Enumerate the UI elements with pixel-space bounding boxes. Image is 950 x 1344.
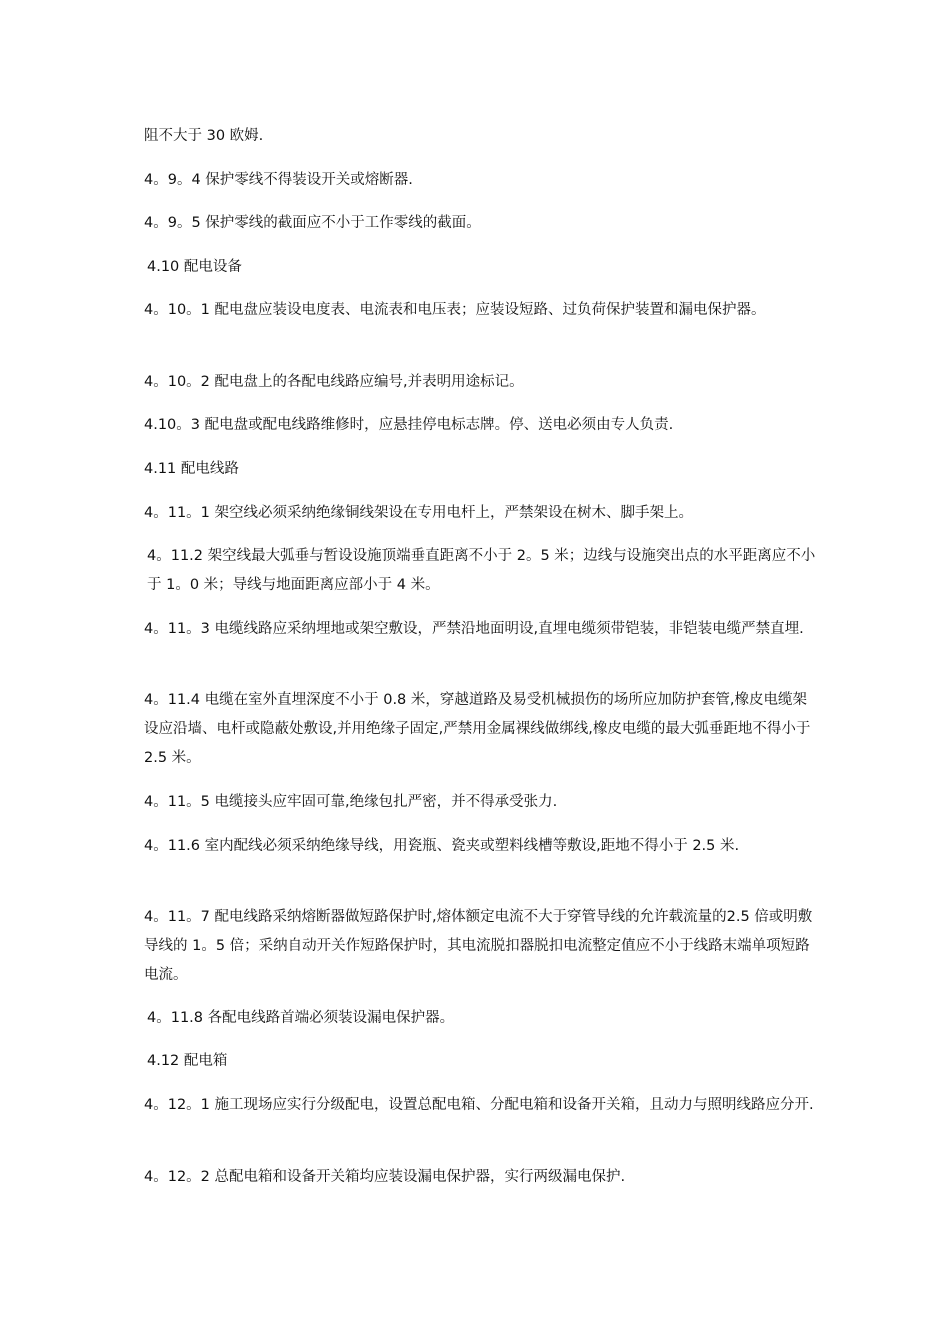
paragraph-4-10-1: 4。10。1 配电盘应装设电度表、电流表和电压表；应装设短路、过负荷保护装置和漏电保护器。 — [144, 302, 766, 318]
paragraph-4-11-6: 4。11.6 室内配线必须采纳绝缘导线，用瓷瓶、瓷夹或塑料线槽等敷设,距地不得小于 2.5 米. — [144, 838, 740, 854]
paragraph-4-9-5: 4。9。5 保护零线的截面应不小于工作零线的截面。 — [144, 215, 481, 231]
paragraph-4-12-2: 4。12。2 总配电箱和设备开关箱均应装设漏电保护器，实行两级漏电保护. — [144, 1169, 626, 1185]
paragraph-resistance: 阻不大于 30 欧姆. — [144, 128, 264, 144]
paragraph-4-11-1: 4。11。1 架空线必须采纳绝缘铜线架设在专用电杆上，严禁架设在树木、脚手架上。 — [144, 505, 694, 521]
paragraph-4-11-7: 4。11。7 配电线路采纳熔断器做短路保护时,熔体额定电流不大于穿管导线的允许载流量的2.5 倍或明敷导线的 1。5 倍；采纳自动开关作短路保护时，其电流脱扣器脱扣电流整定值应不小于线路末端单项短路电流。 — [144, 909, 813, 983]
section-heading-4-11: 4.11 配电线路 — [144, 461, 239, 477]
paragraph-4-9-4: 4。9。4 保护零线不得装设开关或熔断器. — [144, 172, 413, 188]
section-heading-4-12: 4.12 配电箱 — [147, 1053, 228, 1069]
paragraph-4-11-4: 4。11.4 电缆在室外直埋深度不小于 0.8 米，穿越道路及易受机械损伤的场所应加防护套管,橡皮电缆架设应沿墙、电杆或隐蔽处敷设,并用绝缘子固定,严禁用金属裸线做绑线,橡皮电缆的最大弧垂距地不得小于 2.5 米。 — [144, 692, 811, 766]
paragraph-4-11-3: 4。11。3 电缆线路应采纳埋地或架空敷设，严禁沿地面明设,直埋电缆须带铠装，非铠装电缆严禁直埋. — [144, 621, 804, 637]
paragraph-4-11-5: 4。11。5 电缆接头应牢固可靠,绝缘包扎严密，并不得承受张力. — [144, 794, 558, 810]
paragraph-4-12-1: 4。12。1 施工现场应实行分级配电，设置总配电箱、分配电箱和设备开关箱，且动力与照明线路应分开. — [144, 1097, 814, 1113]
paragraph-4-11-8: 4。11.8 各配电线路首端必须装设漏电保护器。 — [147, 1010, 455, 1026]
paragraph-4-11-2: 4。11.2 架空线最大弧垂与暂设设施顶端垂直距离不小于 2。5 米；边线与设施突出点的水平距离应不小于 1。0 米；导线与地面距离应部小于 4 米。 — [147, 548, 816, 593]
section-heading-4-10: 4.10 配电设备 — [147, 259, 242, 275]
paragraph-4-10-2: 4。10。2 配电盘上的各配电线路应编号,并表明用途标记。 — [144, 374, 524, 390]
paragraph-4-10-3: 4.10。3 配电盘或配电线路维修时，应悬挂停电标志牌。停、送电必须由专人负责. — [144, 417, 674, 433]
